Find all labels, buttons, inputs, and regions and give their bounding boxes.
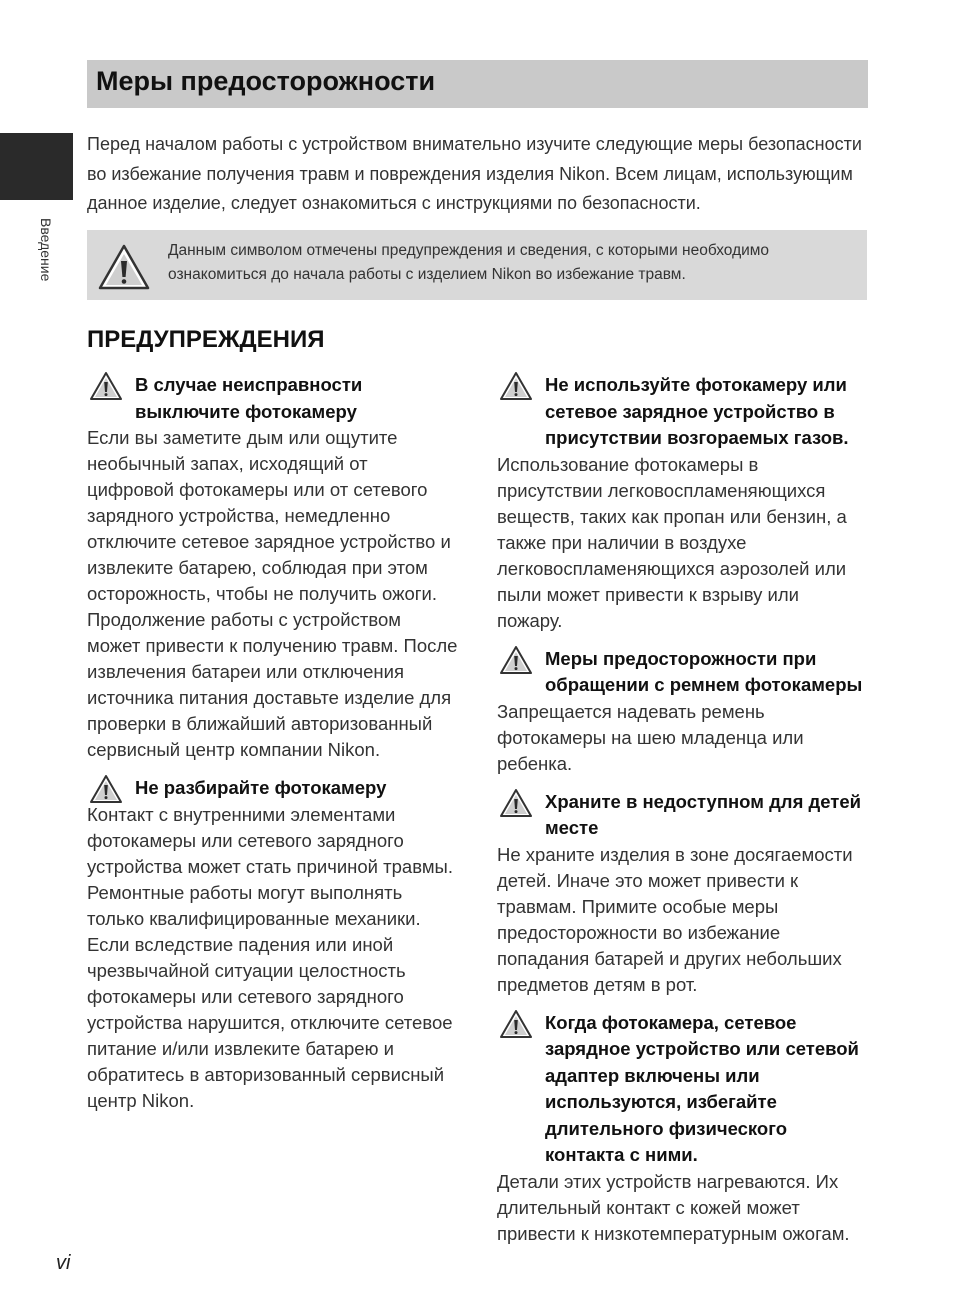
warning-icon: [499, 645, 533, 675]
right-column: [497, 372, 869, 1259]
chapter-label: Введение: [38, 218, 54, 282]
warning-item-title: В случае неисправности выключите фотокамеру: [135, 374, 363, 422]
page-number: vi: [56, 1252, 71, 1274]
warning-item: [87, 775, 459, 1114]
warning-icon: [97, 243, 151, 291]
warning-icon: [499, 1009, 533, 1039]
warning-item-header: [87, 372, 459, 425]
warning-item-title: Меры предосторожности при обращении с ремнем фотокамеры: [545, 647, 863, 695]
warning-item-text: Если вы заметите дым или ощутите необычный запах, исходящий от цифровой фотокамеры или от сетевого зарядного устройства, немедленно отключите сетевое зарядное устройство и извлеките батарею, соблюдая при этом осторожность, чтобы не получить ожоги. Продолжение работы с устройством может привести к получению травм. После извлечения батареи или отключения источника питания доставьте изделие для проверки в ближайший авторизованный сервисный центр компании Nikon.: [87, 427, 458, 760]
page-title: Меры предосторожности: [96, 66, 436, 96]
warning-icon: [89, 371, 123, 401]
warning-icon: [499, 788, 533, 818]
intro-paragraph: Перед началом работы с устройством внимательно изучите следующие меры безопасности во избежание получения травм и повреждения изделия Nikon. Всем лицам, использующим данное изделие, следует ознакомиться с инструкциями по безопасности.: [87, 134, 862, 213]
warning-item-text: Детали этих устройств нагреваются. Их длительный контакт с кожей может привести к низкотемпературным ожогам.: [497, 1170, 850, 1244]
warning-item-header: [497, 1010, 869, 1169]
warning-item: [497, 1010, 869, 1247]
warning-item-text: Контакт с внутренними элементами фотокамеры или сетевого зарядного устройства может стать причиной травмы. Ремонтные работы могут выполнять только квалифицированные механики. Если вследствие падения или иной чрезвычайной ситуации целостность фотокамеры или сетевого зарядного устройства нарушится, отключите сетевое питание и/или извлеките батарею и обратитесь в авторизованный сервисный центр Nikon.: [87, 803, 453, 1111]
warning-item-title: Храните в недоступном для детей месте: [545, 790, 862, 838]
warning-item-text: Запрещается надевать ремень фотокамеры на шею младенца или ребенка.: [497, 700, 804, 774]
warning-item-title: Когда фотокамера, сетевое зарядное устройство или сетевой адаптер включены или используются, избегайте длительного физического контакта с ними.: [545, 1011, 859, 1165]
chapter-tab: [0, 133, 73, 200]
warning-item: [87, 372, 459, 763]
warning-notice: [87, 230, 867, 300]
warning-item: [497, 646, 869, 777]
warning-item: [497, 372, 869, 634]
notice-text: Данным символом отмечены предупреждения и сведения, с которыми необходимо ознакомиться до начала работы с изделием Nikon во избежание травм.: [168, 242, 770, 283]
warning-item-header: [497, 646, 869, 699]
warning-item-text: Использование фотокамеры в присутствии легковоспламеняющихся веществ, таких как пропан или бензин, а также при наличии в воздухе легковоспламеняющихся аэрозолей или пыли может привести к взрыву или пожару.: [497, 453, 847, 631]
warning-item-title: Не используйте фотокамеру или сетевое зарядное устройство в присутствии возгораемых газов.: [545, 374, 849, 448]
warning-icon: [499, 371, 533, 401]
warning-item: [497, 789, 869, 998]
section-title: ПРЕДУПРЕЖДЕНИЯ: [87, 326, 325, 353]
warning-item-title: Не разбирайте фотокамеру: [135, 777, 387, 798]
warning-item-header: [87, 775, 459, 802]
warning-item-header: [497, 789, 869, 842]
warning-item-text: Не храните изделия в зоне досягаемости детей. Иначе это может привести к травмам. Примите особые меры предосторожности во избежание попадания батарей и других небольших предметов детям в рот.: [497, 843, 853, 995]
warning-item-header: [497, 372, 869, 452]
warning-icon: [89, 774, 123, 804]
left-column: [87, 372, 459, 1126]
page-title-bar: [87, 60, 868, 108]
